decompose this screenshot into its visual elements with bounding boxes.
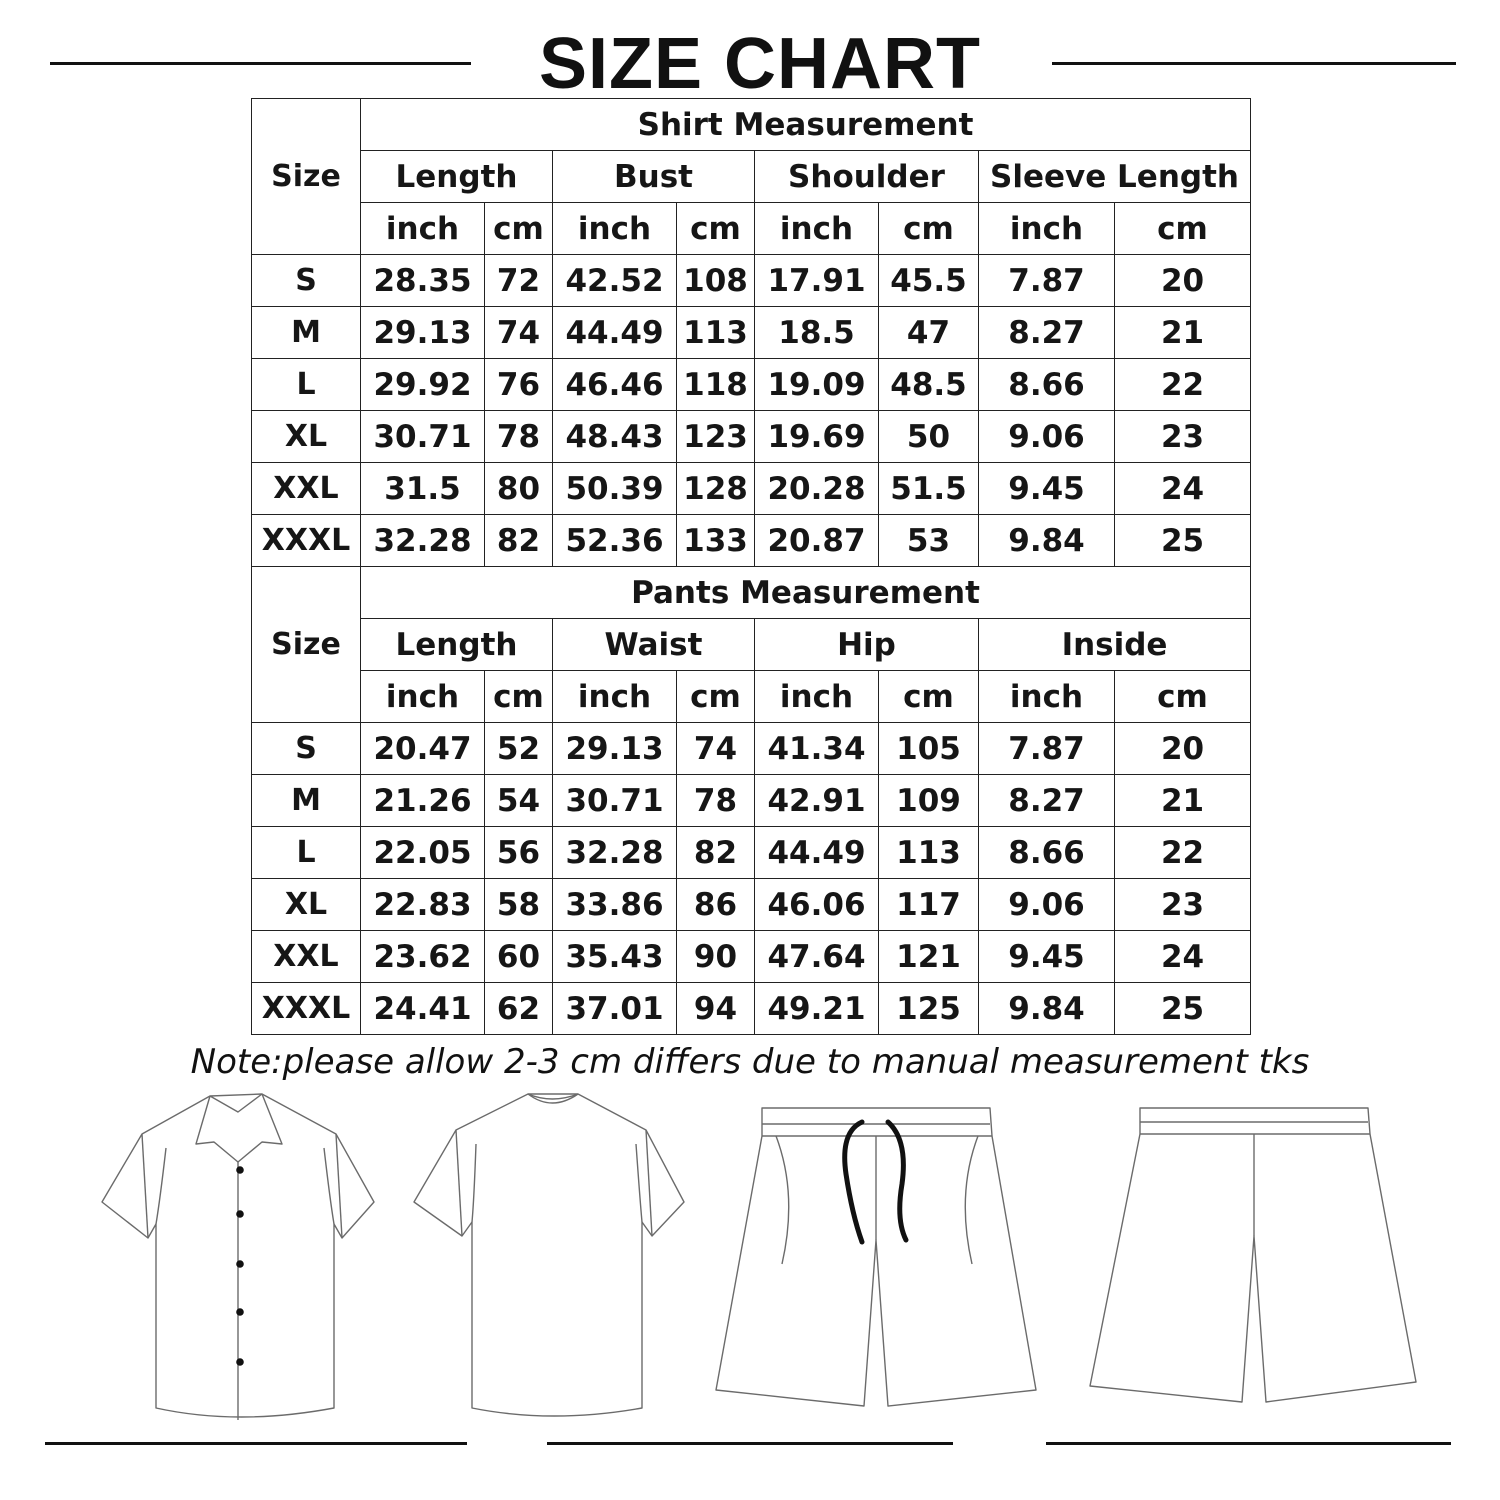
value-cell: 20 xyxy=(1115,255,1251,307)
column-header: Shoulder xyxy=(755,151,979,203)
unit-header: inch xyxy=(361,203,485,255)
table-row xyxy=(252,931,1251,983)
value-cell: 9.45 xyxy=(979,931,1115,983)
value-cell: 8.27 xyxy=(979,307,1115,359)
value-cell: 118 xyxy=(677,359,755,411)
value-cell: 53 xyxy=(879,515,979,567)
size-cell: L xyxy=(252,827,361,879)
column-header: Waist xyxy=(553,619,755,671)
value-cell: 9.06 xyxy=(979,411,1115,463)
value-cell: 51.5 xyxy=(879,463,979,515)
size-cell: M xyxy=(252,775,361,827)
value-cell: 24 xyxy=(1115,463,1251,515)
size-cell: XXL xyxy=(252,463,361,515)
value-cell: 20 xyxy=(1115,723,1251,775)
title-line-right xyxy=(1052,62,1456,65)
value-cell: 74 xyxy=(485,307,553,359)
value-cell: 46.06 xyxy=(755,879,879,931)
value-cell: 90 xyxy=(677,931,755,983)
pants-size-table xyxy=(251,566,1251,1035)
unit-header: inch xyxy=(755,203,879,255)
value-cell: 19.69 xyxy=(755,411,879,463)
value-cell: 22 xyxy=(1115,827,1251,879)
size-cell: XL xyxy=(252,879,361,931)
column-header: Sleeve Length xyxy=(979,151,1251,203)
value-cell: 30.71 xyxy=(553,775,677,827)
unit-header: inch xyxy=(553,203,677,255)
value-cell: 48.5 xyxy=(879,359,979,411)
value-cell: 21.26 xyxy=(361,775,485,827)
value-cell: 52 xyxy=(485,723,553,775)
unit-header: cm xyxy=(677,671,755,723)
value-cell: 8.66 xyxy=(979,359,1115,411)
unit-header: cm xyxy=(677,203,755,255)
value-cell: 25 xyxy=(1115,515,1251,567)
unit-header: cm xyxy=(879,671,979,723)
shorts-front-icon xyxy=(712,1104,1044,1414)
unit-header: inch xyxy=(979,671,1115,723)
value-cell: 117 xyxy=(879,879,979,931)
unit-header: inch xyxy=(979,203,1115,255)
value-cell: 56 xyxy=(485,827,553,879)
title-line-left xyxy=(50,62,471,65)
value-cell: 22.05 xyxy=(361,827,485,879)
value-cell: 128 xyxy=(677,463,755,515)
column-header: Hip xyxy=(755,619,979,671)
shirt-front-icon xyxy=(98,1090,378,1426)
value-cell: 21 xyxy=(1115,307,1251,359)
size-cell: S xyxy=(252,255,361,307)
value-cell: 113 xyxy=(879,827,979,879)
value-cell: 22.83 xyxy=(361,879,485,931)
table-row xyxy=(252,411,1251,463)
value-cell: 123 xyxy=(677,411,755,463)
value-cell: 9.84 xyxy=(979,983,1115,1035)
value-cell: 23 xyxy=(1115,411,1251,463)
column-header: Inside xyxy=(979,619,1251,671)
value-cell: 8.66 xyxy=(979,827,1115,879)
size-cell: XL xyxy=(252,411,361,463)
value-cell: 9.84 xyxy=(979,515,1115,567)
bottom-line-left xyxy=(45,1442,467,1445)
value-cell: 82 xyxy=(677,827,755,879)
value-cell: 125 xyxy=(879,983,979,1035)
value-cell: 22 xyxy=(1115,359,1251,411)
value-cell: 48.43 xyxy=(553,411,677,463)
value-cell: 32.28 xyxy=(553,827,677,879)
value-cell: 28.35 xyxy=(361,255,485,307)
table-row xyxy=(252,827,1251,879)
unit-header: inch xyxy=(361,671,485,723)
size-header: Size xyxy=(252,99,361,255)
value-cell: 45.5 xyxy=(879,255,979,307)
size-header: Size xyxy=(252,567,361,723)
size-cell: XXXL xyxy=(252,515,361,567)
value-cell: 18.5 xyxy=(755,307,879,359)
value-cell: 121 xyxy=(879,931,979,983)
value-cell: 54 xyxy=(485,775,553,827)
column-header: Length xyxy=(361,151,553,203)
value-cell: 41.34 xyxy=(755,723,879,775)
value-cell: 7.87 xyxy=(979,255,1115,307)
value-cell: 9.45 xyxy=(979,463,1115,515)
value-cell: 105 xyxy=(879,723,979,775)
shorts-back-icon xyxy=(1086,1104,1420,1408)
page-title: SIZE CHART xyxy=(539,24,981,104)
size-cell: XXL xyxy=(252,931,361,983)
value-cell: 47.64 xyxy=(755,931,879,983)
unit-header: cm xyxy=(485,203,553,255)
table-row xyxy=(252,983,1251,1035)
value-cell: 109 xyxy=(879,775,979,827)
value-cell: 46.46 xyxy=(553,359,677,411)
unit-header: cm xyxy=(1115,671,1251,723)
value-cell: 8.27 xyxy=(979,775,1115,827)
value-cell: 58 xyxy=(485,879,553,931)
value-cell: 20.87 xyxy=(755,515,879,567)
value-cell: 74 xyxy=(677,723,755,775)
table-row xyxy=(252,463,1251,515)
value-cell: 62 xyxy=(485,983,553,1035)
bottom-line-right xyxy=(1046,1442,1451,1445)
size-cell: XXXL xyxy=(252,983,361,1035)
value-cell: 33.86 xyxy=(553,879,677,931)
value-cell: 50.39 xyxy=(553,463,677,515)
value-cell: 24.41 xyxy=(361,983,485,1035)
value-cell: 7.87 xyxy=(979,723,1115,775)
size-cell: S xyxy=(252,723,361,775)
value-cell: 21 xyxy=(1115,775,1251,827)
table-row xyxy=(252,359,1251,411)
value-cell: 29.13 xyxy=(361,307,485,359)
pants-caption: Pants Measurement xyxy=(361,567,1251,619)
value-cell: 52.36 xyxy=(553,515,677,567)
column-header: Length xyxy=(361,619,553,671)
value-cell: 49.21 xyxy=(755,983,879,1035)
value-cell: 17.91 xyxy=(755,255,879,307)
unit-header: cm xyxy=(879,203,979,255)
value-cell: 37.01 xyxy=(553,983,677,1035)
value-cell: 78 xyxy=(677,775,755,827)
value-cell: 80 xyxy=(485,463,553,515)
unit-header: cm xyxy=(485,671,553,723)
shirt-caption: Shirt Measurement xyxy=(361,99,1251,151)
value-cell: 24 xyxy=(1115,931,1251,983)
value-cell: 113 xyxy=(677,307,755,359)
shirt-back-icon xyxy=(410,1090,690,1426)
value-cell: 42.91 xyxy=(755,775,879,827)
bottom-line-middle xyxy=(547,1442,953,1445)
table-row xyxy=(252,255,1251,307)
value-cell: 108 xyxy=(677,255,755,307)
table-row xyxy=(252,515,1251,567)
value-cell: 29.13 xyxy=(553,723,677,775)
size-cell: L xyxy=(252,359,361,411)
value-cell: 25 xyxy=(1115,983,1251,1035)
table-row xyxy=(252,879,1251,931)
value-cell: 23 xyxy=(1115,879,1251,931)
value-cell: 23.62 xyxy=(361,931,485,983)
value-cell: 32.28 xyxy=(361,515,485,567)
value-cell: 76 xyxy=(485,359,553,411)
table-row xyxy=(252,723,1251,775)
table-row xyxy=(252,775,1251,827)
unit-header: inch xyxy=(755,671,879,723)
value-cell: 42.52 xyxy=(553,255,677,307)
unit-header: cm xyxy=(1115,203,1251,255)
value-cell: 86 xyxy=(677,879,755,931)
value-cell: 31.5 xyxy=(361,463,485,515)
column-header: Bust xyxy=(553,151,755,203)
value-cell: 50 xyxy=(879,411,979,463)
value-cell: 78 xyxy=(485,411,553,463)
value-cell: 44.49 xyxy=(553,307,677,359)
value-cell: 60 xyxy=(485,931,553,983)
value-cell: 19.09 xyxy=(755,359,879,411)
value-cell: 47 xyxy=(879,307,979,359)
size-cell: M xyxy=(252,307,361,359)
value-cell: 20.28 xyxy=(755,463,879,515)
value-cell: 72 xyxy=(485,255,553,307)
table-row xyxy=(252,307,1251,359)
measurement-note: Note:please allow 2-3 cm differs due to manual measurement tks xyxy=(190,1042,1310,1082)
value-cell: 20.47 xyxy=(361,723,485,775)
value-cell: 29.92 xyxy=(361,359,485,411)
value-cell: 35.43 xyxy=(553,931,677,983)
value-cell: 9.06 xyxy=(979,879,1115,931)
value-cell: 133 xyxy=(677,515,755,567)
shirt-size-table xyxy=(251,98,1251,567)
value-cell: 82 xyxy=(485,515,553,567)
value-cell: 44.49 xyxy=(755,827,879,879)
value-cell: 30.71 xyxy=(361,411,485,463)
unit-header: inch xyxy=(553,671,677,723)
value-cell: 94 xyxy=(677,983,755,1035)
